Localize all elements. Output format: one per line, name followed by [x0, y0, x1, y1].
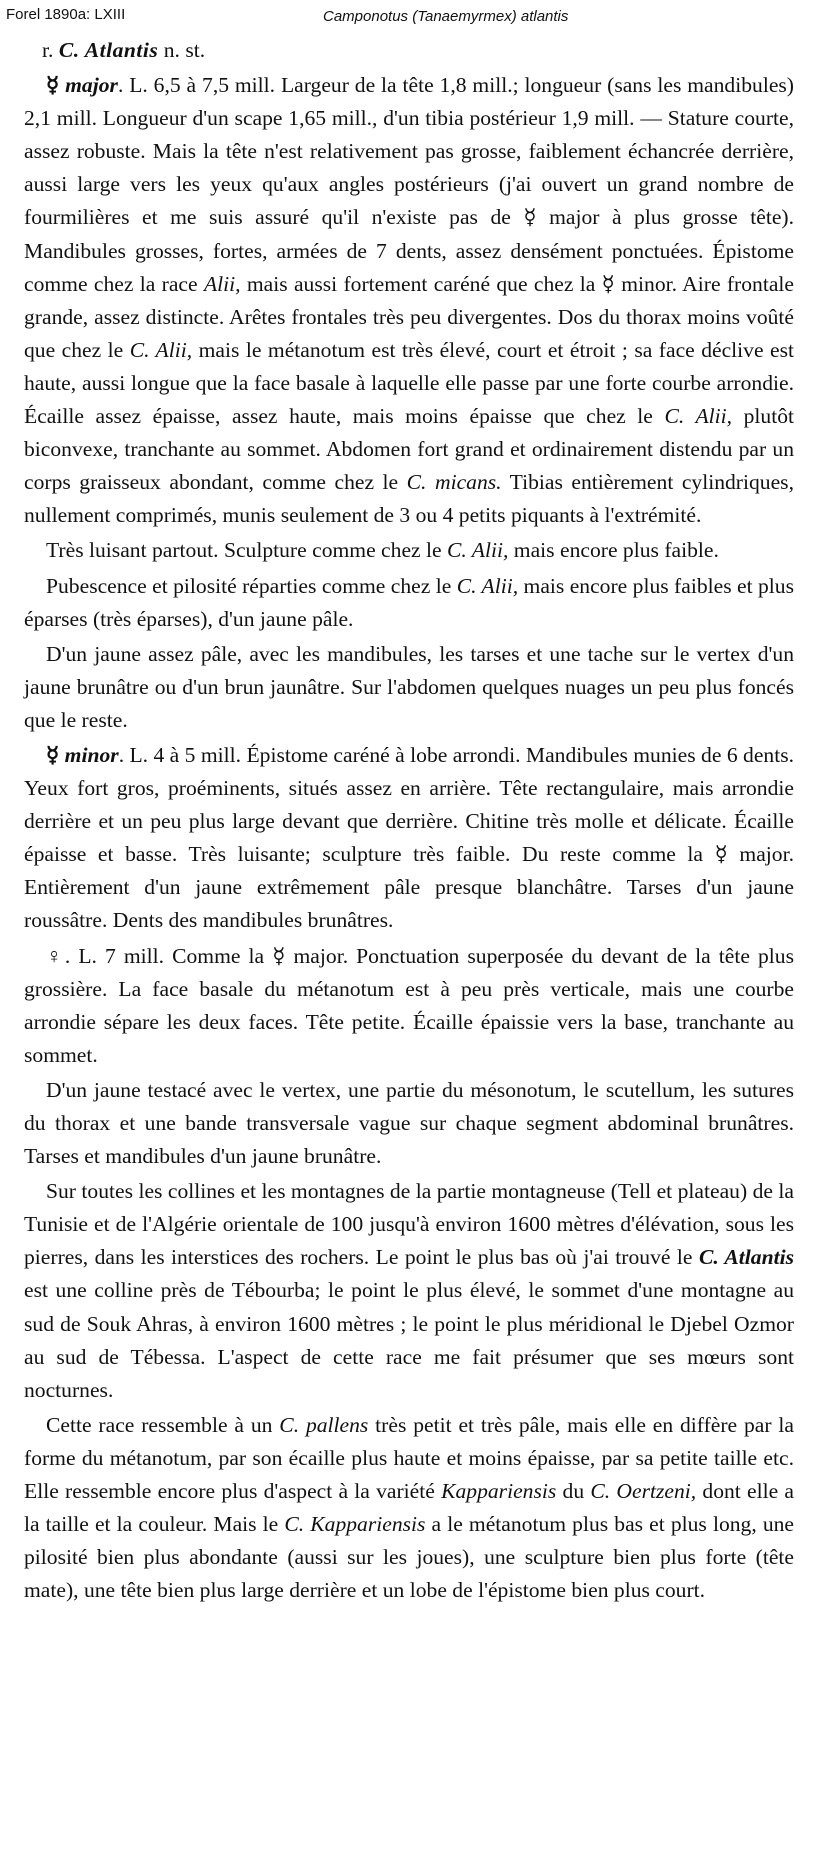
paragraph-list — [24, 69, 794, 1607]
bold-italic-text: C. Atlantis — [698, 1245, 794, 1270]
italic-text: Alii, — [203, 271, 241, 296]
paragraph — [24, 1175, 794, 1407]
text-run: est une colline près de Tébourba; le point le plus élevé, le sommet d'une montagne au sud de Souk Ahras, à environ 1600 mètres ; le point le plus méridional le Djebel Ozmor au sud de Tébessa. L'aspect de cette race me fait présumer que ses mœurs sont nocturnes. — [24, 1278, 794, 1402]
paragraph — [24, 1409, 794, 1608]
bold-italic-text: minor — [64, 742, 119, 767]
italic-text: C. Alii, — [129, 337, 193, 362]
text-run: D'un jaune testacé avec le vertex, une partie du mésonotum, le scutellum, les sutures du thorax et une bande transversale vague sur chaque segment abdominal brunâtres. Tarses et mandibules d'un jaune brunâtre. — [24, 1077, 794, 1169]
bold-italic-text: major — [65, 73, 118, 98]
taxon-status: n. st. — [163, 38, 206, 62]
italic-text: C. Alii, — [447, 538, 509, 563]
text-run: Tibias entièrement cylindriques, nullement comprimés, munis seulement de 3 ou 4 petits piquants à l'extrémité. — [24, 470, 794, 528]
bold-text — [65, 73, 118, 97]
text-run: mais le métanotum est très élevé, court et étroit ; sa face déclive est haute, aussi longue que la face basale à laquelle elle passe par une forte courbe arrondie. Écaille assez épaisse, assez haute, mais moins épaisse que chez le — [24, 337, 794, 429]
paragraph — [24, 69, 794, 532]
text-run: Cette race ressemble à un — [46, 1412, 280, 1437]
taxon-name: C. Atlantis — [58, 38, 159, 62]
italic-text: Kappariensis — [441, 1479, 557, 1504]
text-run: ♀. L. 7 mill. Comme la ☿ major. Ponctuation superposée du devant de la tête plus grossière. La face basale du métanotum est à peu près verticale, mais une courbe arrondie sépare les deux faces. Tête petite. Écaille épaissie vers la base, tranchante au sommet. — [24, 943, 794, 1067]
page-header — [0, 6, 815, 30]
paragraph — [24, 940, 794, 1072]
italic-text: C. Kappariensis — [284, 1512, 426, 1537]
bold-text — [65, 743, 119, 767]
italic-text: C. micans. — [406, 470, 502, 495]
text-run: . L. 4 à 5 mill. Épistome caréné à lobe arrondi. Mandibules munies de 6 dents. Yeux fort gros, proéminents, situés assez en arrière. Tête rectangulaire, mais arrondie derrière et un peu plus large devant que derrière. Chitine très molle et délicate. Écaille épaisse et basse. Très luisante; sculpture très faible. Du reste comme la ☿ major. Entièrement d'un jaune extrêmement pâle presque blanchâtre. Tarses d'un jaune roussâtre. Dents des mandibules brunâtres. — [24, 742, 794, 933]
paragraph — [24, 534, 794, 567]
italic-text: C. Alii, — [664, 404, 733, 429]
text-run: . L. 6,5 à 7,5 mill. Largeur de la tête 1,8 mill.; longueur (sans les mandibules) 2,1 mill. Longueur d'un scape 1,65 mill., d'un tibia postérieur 1,9 mill. — Stature courte, assez robuste. Mais la tête n'est relativement pas grosse, faiblement échancrée derrière, aussi large vers les yeux qu'aux angles postérieurs (j'ai ouvert un grand nombre de fourmilières et me suis assuré qu'il n'existe pas de ☿ major à plus grosse tête). Mandibules grosses, fortes, armées de 7 dents, assez densément ponctuées. Épistome comme chez la race — [24, 73, 795, 296]
text-run: Très luisant partout. Sculpture comme chez le — [46, 538, 447, 563]
citation-reference: Forel 1890a: LXIII — [6, 6, 126, 23]
paragraph — [24, 638, 794, 737]
text-run: plutôt biconvexe, tranchante au sommet. Abdomen fort grand et ordinairement distendu par un corps graisseux abondant, comme chez le — [24, 404, 795, 495]
text-run: a le métanotum plus bas et plus long, une pilosité bien plus abondante (aussi sur les joues), une sculpture bien plus forte (tête mate), une tête bien plus large derrière et un lobe de l'épistome bien plus court. — [24, 1512, 795, 1603]
text-run: mais aussi fortement caréné que chez la ☿ minor. Aire frontale grande, assez distincte. Arêtes frontales très peu divergentes. Dos du thorax moins voûté que chez le — [24, 271, 794, 362]
italic-text: C. pallens — [279, 1412, 369, 1437]
taxon-heading — [42, 34, 794, 67]
caste-symbol: ☿ — [46, 742, 65, 767]
caste-symbol: ☿ — [46, 73, 66, 98]
text-run: très petit et très pâle, mais elle en diffère par la forme du métanotum, par son écaille plus haute et moins épaisse, par sa petite taille etc. Elle ressemble encore plus d'aspect à la variété — [24, 1412, 795, 1504]
text-run: du — [556, 1479, 591, 1504]
text-run: mais encore plus faible. — [508, 538, 719, 563]
taxon-rank: r. — [42, 38, 54, 62]
text-run: Pubescence et pilosité réparties comme chez le — [46, 573, 457, 598]
species-name: Camponotus (Tanaemyrmex) atlantis — [323, 8, 569, 25]
paragraph — [24, 570, 794, 636]
paragraph — [24, 739, 794, 938]
bold-text — [699, 1245, 794, 1269]
text-run: mais encore plus faibles et plus éparses (très éparses), d'un jaune pâle. — [24, 573, 794, 631]
italic-text: C. Oertzeni, — [590, 1479, 697, 1504]
text-run: D'un jaune assez pâle, avec les mandibules, les tarses et une tache sur le vertex d'un jaune brunâtre ou d'un brun jaunâtre. Sur l'abdomen quelques nuages un peu plus foncés que le reste. — [24, 641, 794, 732]
paragraph — [24, 1074, 794, 1173]
italic-text: C. Alii, — [456, 573, 519, 598]
document-body — [24, 34, 794, 1609]
text-run: Sur toutes les collines et les montagnes de la partie montagneuse (Tell et plateau) de la Tunisie et de l'Algérie orientale de 100 jusqu'à environ 1600 mètres d'élévation, sous les pierres, dans les interstices des rochers. Le point le plus bas où j'ai trouvé le — [24, 1179, 794, 1270]
text-run: dont elle a la taille et la couleur. Mais le — [24, 1479, 795, 1537]
